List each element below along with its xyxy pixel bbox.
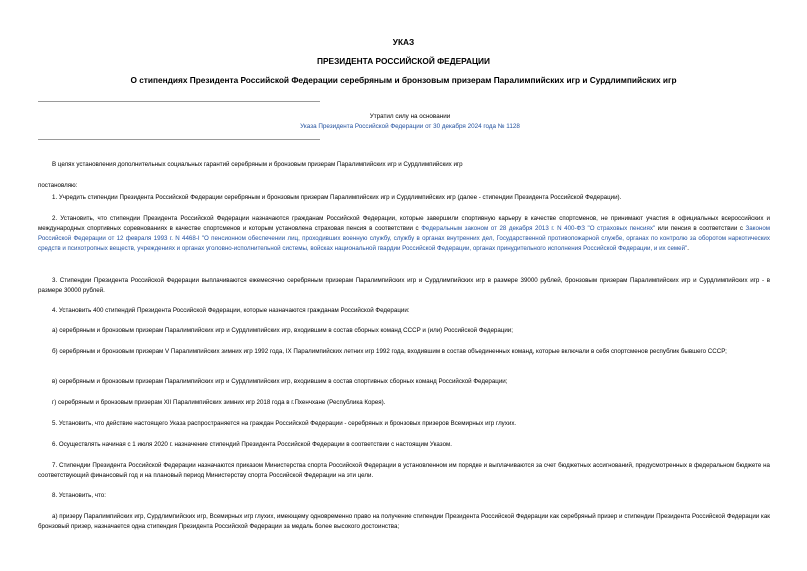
lost-force-note (200, 112, 620, 132)
paragraph-4: 4. Установить 400 стипендий Президента Российской Федерации, которые назначаются гражданам Российской Федерации: (52, 307, 410, 314)
paragraph-4b: б) серебряным и бронзовым призерам V Паралимпийских зимних игр 1992 года, IX Паралимпийских летних игр 1992 года, входившим в состав объединенных команд, которые включали в себя спортсменов республик бывшего СССР; (52, 348, 727, 355)
paragraph-2-text-b: или пенсия в соответствии с (655, 225, 746, 232)
divider-top (38, 101, 320, 102)
intro-paragraph: В целях установления дополнительных социальных гарантий серебряным и бронзовым призерам Паралимпийских игр и Сурдлимпийских игр (52, 161, 463, 168)
paragraph-5: 5. Установить, что действие настоящего Указа распространяется на граждан Российской Федерации - серебряных и бронзовых призеров Всемирных игр глухих. (52, 420, 517, 427)
law-400fz-link[interactable]: Федеральным законом от 28 декабря 2013 г. N 400-ФЗ "О страховых пенсиях" (421, 225, 656, 232)
lost-force-link[interactable]: Указа Президента Российской Федерации от 30 декабря 2024 года № 1128 (300, 123, 520, 130)
paragraph-2 (38, 214, 770, 254)
decree-word: постановляю: (38, 182, 78, 189)
paragraph-1: 1. Учредить стипендии Президента Российской Федерации серебряным и бронзовым призерам Паралимпийских игр и Сурдлимпийских игр (далее - стипендии Президента Российской Федерации). (52, 194, 622, 201)
paragraph-7: 7. Стипендии Президента Российской Федерации назначаются приказом Министерства спорта Российской Федерации в установленном им порядке и выплачиваются за счет бюджетных ассигнований, предусмотренных в федеральном бюджете на соответствующий финансовый год и на плановый период Министерству спорта Российской Федерации на эти цели. (38, 462, 770, 479)
paragraph-8a: а) призеру Паралимпийских игр, Сурдлимпийских игр, Всемирных игр глухих, имеющему одновременно право на получение стипендии Президента Российской Федерации как серебряный призер и стипендии Президента Российской Федерации как бронзовый призер, назначается одна стипендия Президента Российской Федерации за медаль более высокого достоинства; (38, 513, 770, 530)
paragraph-4d: г) серебряным и бронзовым призерам XII Паралимпийских зимних игр 2018 года в г.Пхенчхане (Республика Корея). (52, 399, 386, 406)
paragraph-4c: в) серебряным и бронзовым призерам Паралимпийских игр и Сурдлимпийских игр, входившим в состав спортивных сборных команд Российской Федерации; (52, 378, 508, 385)
divider-bottom (38, 139, 320, 140)
paragraph-2-text-a: 2. Установить, что стипендии Президента Российской Федерации назначаются гражданам Российской Федерации, которые завершили спортивную карьеру в качестве спортсменов, не принимают участия в официальных всероссийских и международных спортивных соревнованиях в качестве спортсменов и которым установлена страховая пенсия в соответствии с (38, 215, 770, 232)
decree-title: О стипендиях Президента Российской Федерации серебряным и бронзовым призерам Паралимпийских игр и Сурдлимпийских игр (130, 75, 677, 85)
law-4468-link[interactable]: Законом Российской Федерации от 12 февраля 1993 г. N 4468-I "О пенсионном обеспечении лиц, проходивших военную службу, службу в органах внутренних дел, Государственной противопожарной службе, органах по контролю за оборотом наркотических средств и психотропных веществ, учреждениях и органах уголовно-исполнительной системы, войсках национальной гвардии Российской Федерации, органах принудительного исполнения Российской Федерации, и их семей" (38, 225, 771, 252)
paragraph-6: 6. Осуществлять начиная с 1 июля 2020 г. назначение стипендий Президента Российской Федерации в соответствии с настоящим Указом. (52, 441, 452, 448)
paragraph-8: 8. Установить, что: (52, 492, 106, 499)
doc-type-title: УКАЗ (392, 37, 415, 47)
issuer-title: ПРЕЗИДЕНТА РОССИЙСКОЙ ФЕДЕРАЦИИ (317, 56, 490, 66)
paragraph-3: 3. Стипендии Президента Российской Федерации выплачиваются ежемесячно серебряным призерам Паралимпийских игр и Сурдлимпийских игр в размере 39000 рублей, бронзовым призерам Паралимпийских игр и Сурдлимпийских игр - в размере 30000 рублей. (38, 277, 770, 294)
lost-force-label: Утратил силу на основании (369, 113, 451, 120)
paragraph-4a: а) серебряным и бронзовым призерам Паралимпийских игр и Сурдлимпийских игр, входившим в состав сборных команд СССР и (или) Российской Федерации; (52, 327, 513, 334)
paragraph-2-text-c: . (687, 245, 689, 252)
